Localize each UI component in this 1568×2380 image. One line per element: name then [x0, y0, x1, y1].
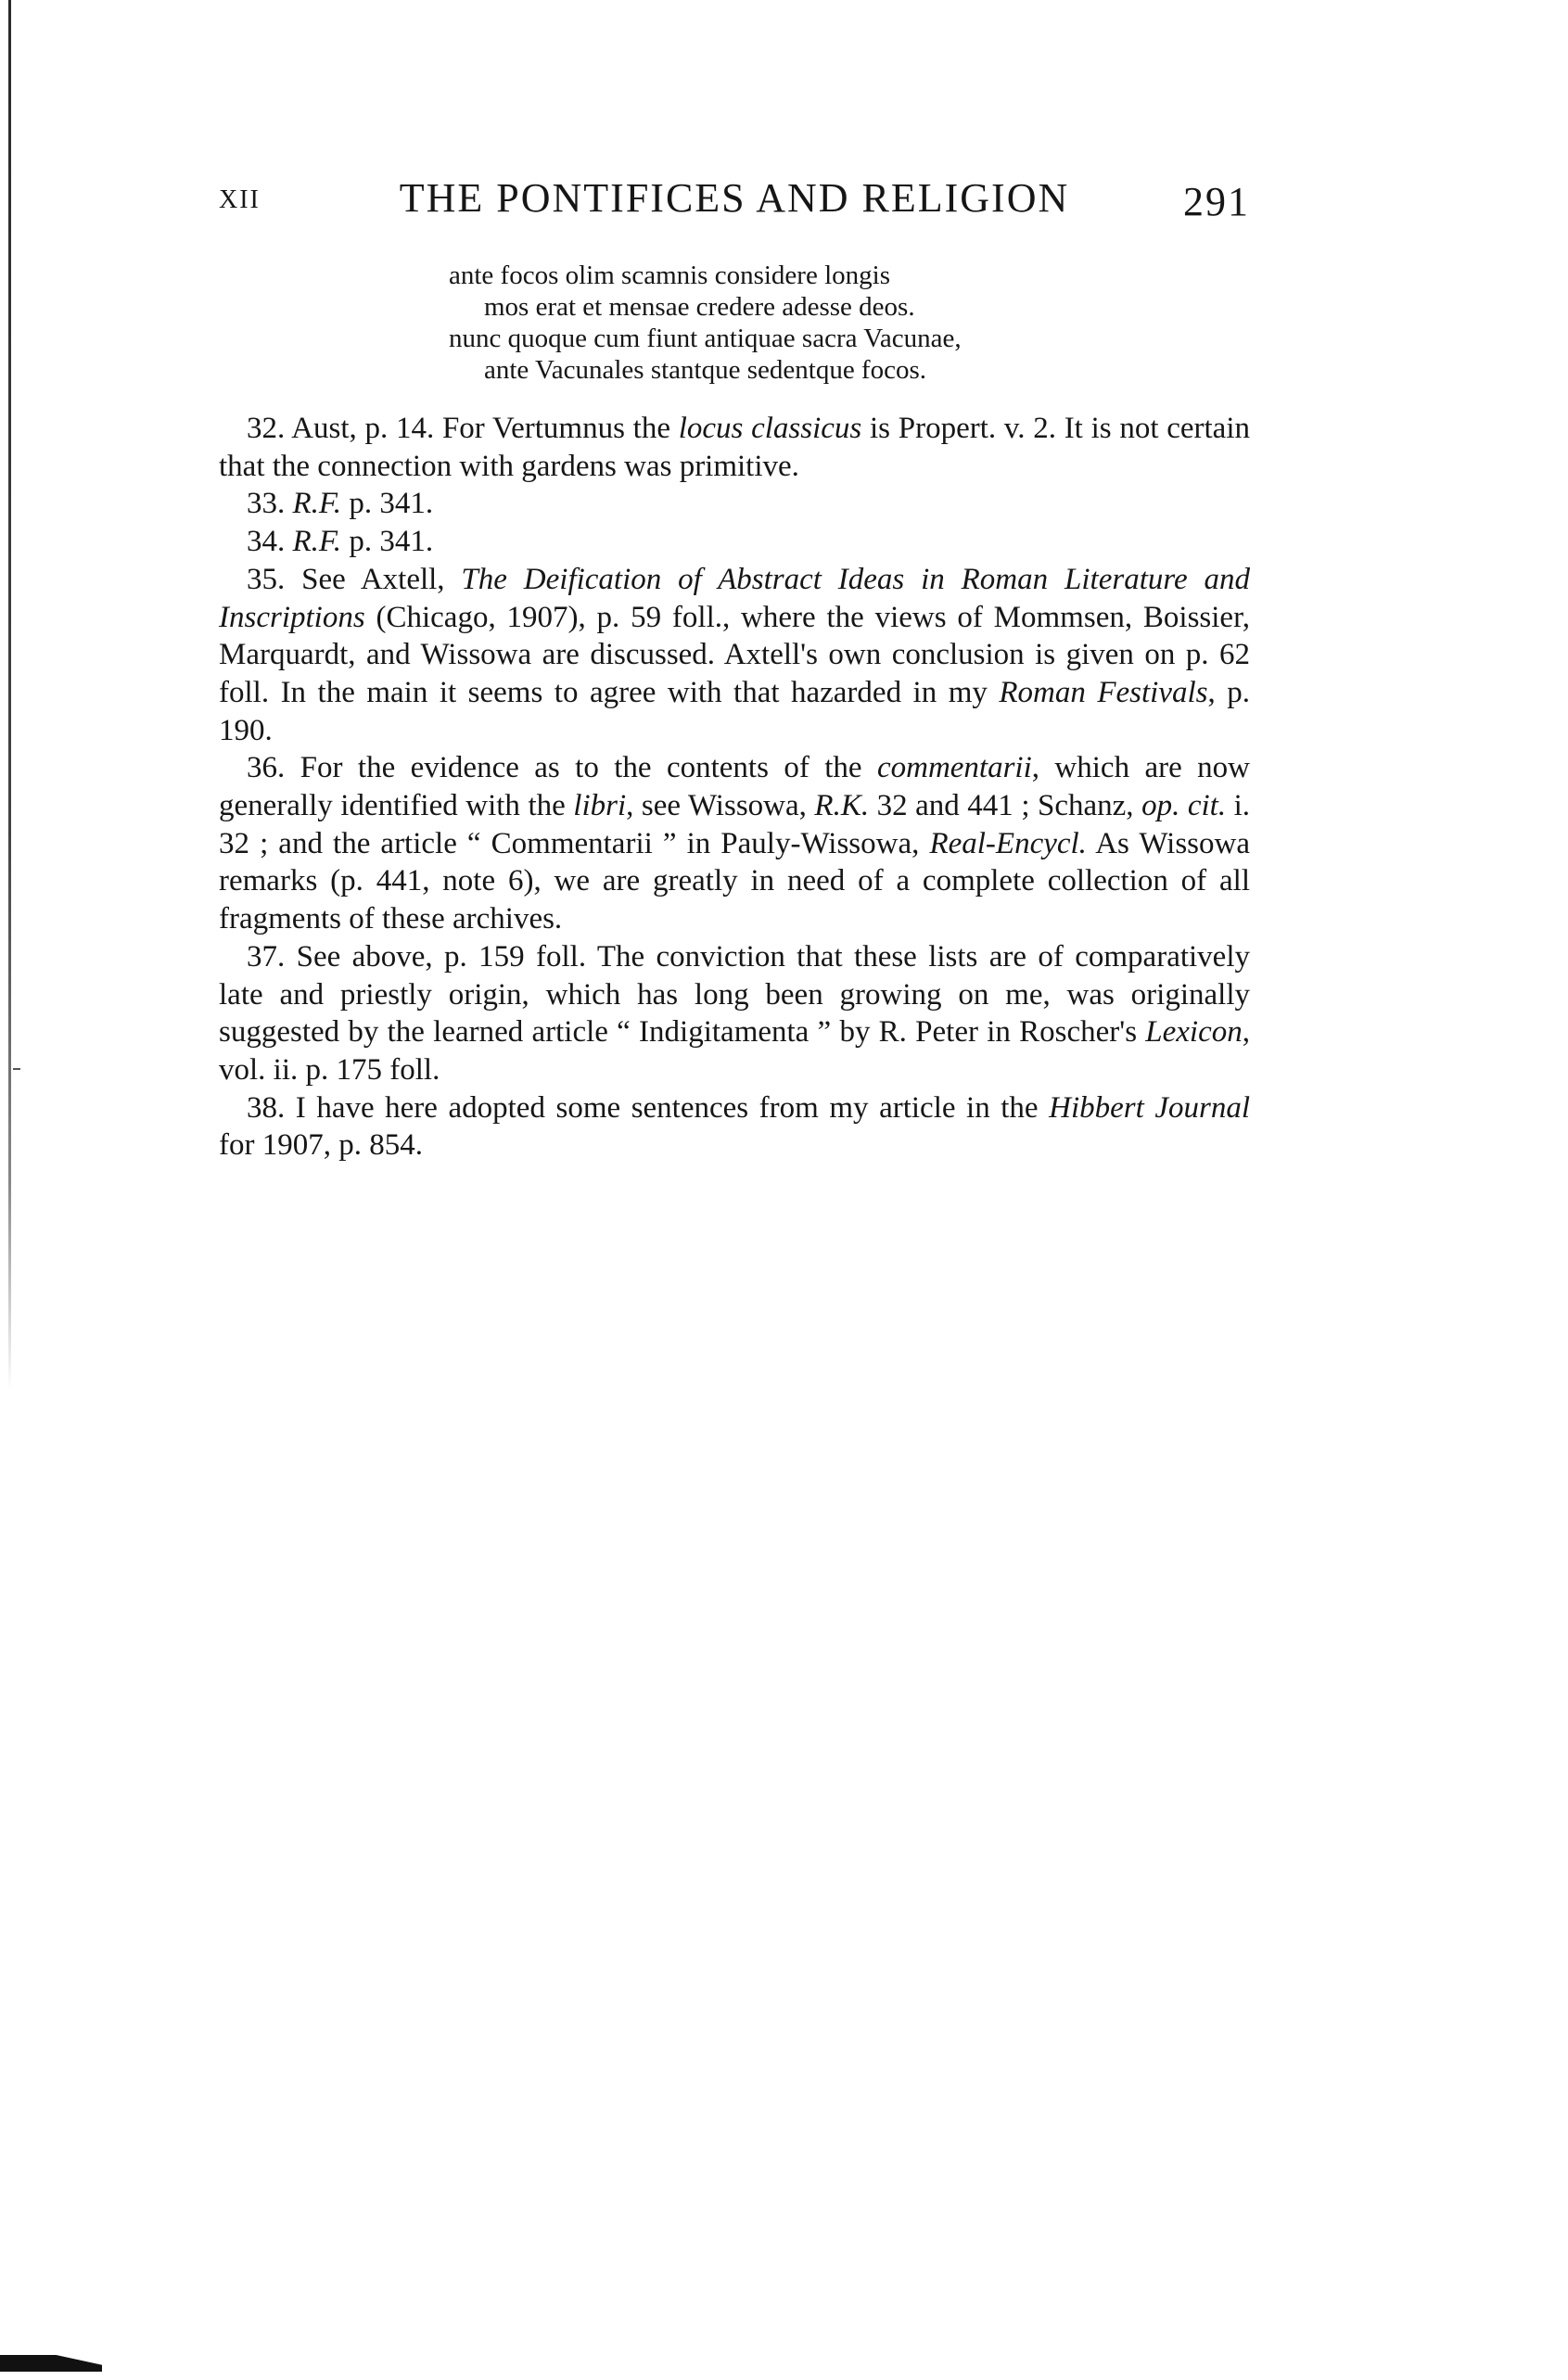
note-36: 36. For the evidence as to the contents of the commentarii, which are now generally identified with the libri, see Wissowa, R.K. 32 and 441 ; Schanz, op. cit. i. 32 ; and the article “ Commentarii ” in Pauly-Wissowa, Real-Encycl. As Wissowa remarks (p. 441, note 6), we are greatly in need of a complete collection of all fragments of these archives. [219, 751, 1251, 936]
scan-mark [13, 1068, 20, 1070]
verse-line: mos erat et mensae credere adesse deos. [484, 292, 915, 322]
verse-line: ante Vacunales stantque sedentque focos. [484, 355, 926, 385]
note-34: 34. R.F. p. 341. [247, 525, 434, 559]
note-32: 32. Aust, p. 14. For Vertumnus the locus classicus is Propert. v. 2. It is not certain that the connection with gardens was primitive. [219, 412, 1250, 483]
chapter-number: XII [219, 185, 261, 214]
verse-line: ante focos olim scamnis considere longis [449, 261, 890, 290]
verse-quotation [449, 260, 1154, 386]
verse-line: nunc quoque cum fiunt antiquae sacra Vacunae, [449, 324, 962, 353]
note-33: 33. R.F. p. 341. [247, 487, 434, 521]
scan-corner-mark [0, 2355, 102, 2372]
note-37: 37. See above, p. 159 foll. The conviction that these lists are of comparatively late and priestly origin, which has long been growing on me, was originally suggested by the learned article “ Indigitamenta ” by R. Peter in Roscher's Lexicon, vol. ii. p. 175 foll. [219, 939, 1250, 1087]
running-header [219, 174, 1250, 230]
endnotes [219, 410, 1250, 1165]
page-number: 291 [1183, 179, 1250, 224]
note-38: 38. I have here adopted some sentences from my article in the Hibbert Journal for 1907, p. 854. [219, 1090, 1250, 1163]
note-35: 35. See Axtell, The Deification of Abstract Ideas in Roman Literature and Inscriptions (Chicago, 1907), p. 59 foll., where the views of Mommsen, Boissier, Marquardt, and Wissowa are discussed. Axtell's own conclusion is given on p. 62 foll. In the main it seems to agree with that hazarded in my Roman Festivals, p. 190. [219, 562, 1251, 747]
scan-left-edge [8, 0, 11, 1391]
running-title: THE PONTIFICES AND RELIGION [399, 175, 1070, 221]
